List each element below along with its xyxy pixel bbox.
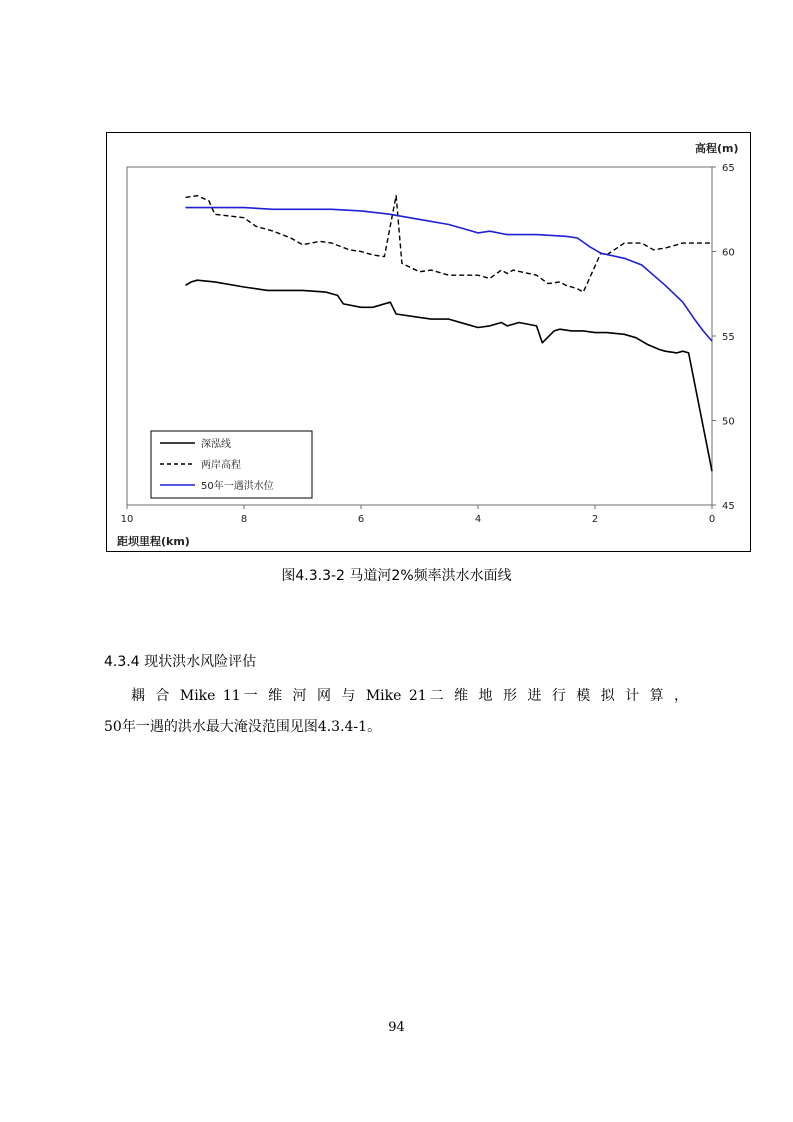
x-axis-title: 距坝里程(km) <box>117 535 190 548</box>
figure-frame <box>106 132 751 552</box>
series-flood-level-line <box>186 208 713 342</box>
figure-caption: 图4.3.3-2 马道河2%频率洪水水面线 <box>281 568 512 584</box>
x-tick-label: 10 <box>120 514 134 525</box>
legend <box>151 431 312 498</box>
y-tick-label: 60 <box>722 247 735 259</box>
x-tick-label: 4 <box>474 514 482 525</box>
legend-label-thalweg: 深泓线 <box>201 439 231 450</box>
section-heading: 4.3.4 现状洪水风险评估 <box>104 654 257 670</box>
paragraph-line: 50年一遇的洪水最大淹没范围见图4.3.4-1。 <box>104 719 382 735</box>
x-tick-label: 8 <box>240 514 248 525</box>
x-tick-label: 6 <box>357 514 365 525</box>
y-tick-label: 50 <box>722 416 735 428</box>
y-tick-label: 65 <box>722 163 735 174</box>
paragraph-line: 耦 合 Mike 11一 维 河 网 与 Mike 21二 维 地 形 进 行 模 拟 计 算 ， <box>131 688 689 704</box>
series-layer <box>186 196 713 472</box>
y-tick-label: 45 <box>722 501 735 512</box>
y-axis <box>712 163 735 512</box>
page-number: 94 <box>388 1020 405 1035</box>
elevation-profile-chart <box>107 133 752 553</box>
legend-label-flood-level: 50年一遇洪水位 <box>201 481 274 492</box>
series-bank-elevation-line <box>186 196 713 292</box>
legend-label-bank: 两岸高程 <box>201 460 241 471</box>
x-tick-label: 0 <box>708 514 716 525</box>
x-tick-label: 2 <box>591 514 599 525</box>
y-axis-title: 高程(m) <box>695 142 739 155</box>
y-tick-label: 55 <box>722 332 735 343</box>
x-axis <box>121 505 716 525</box>
